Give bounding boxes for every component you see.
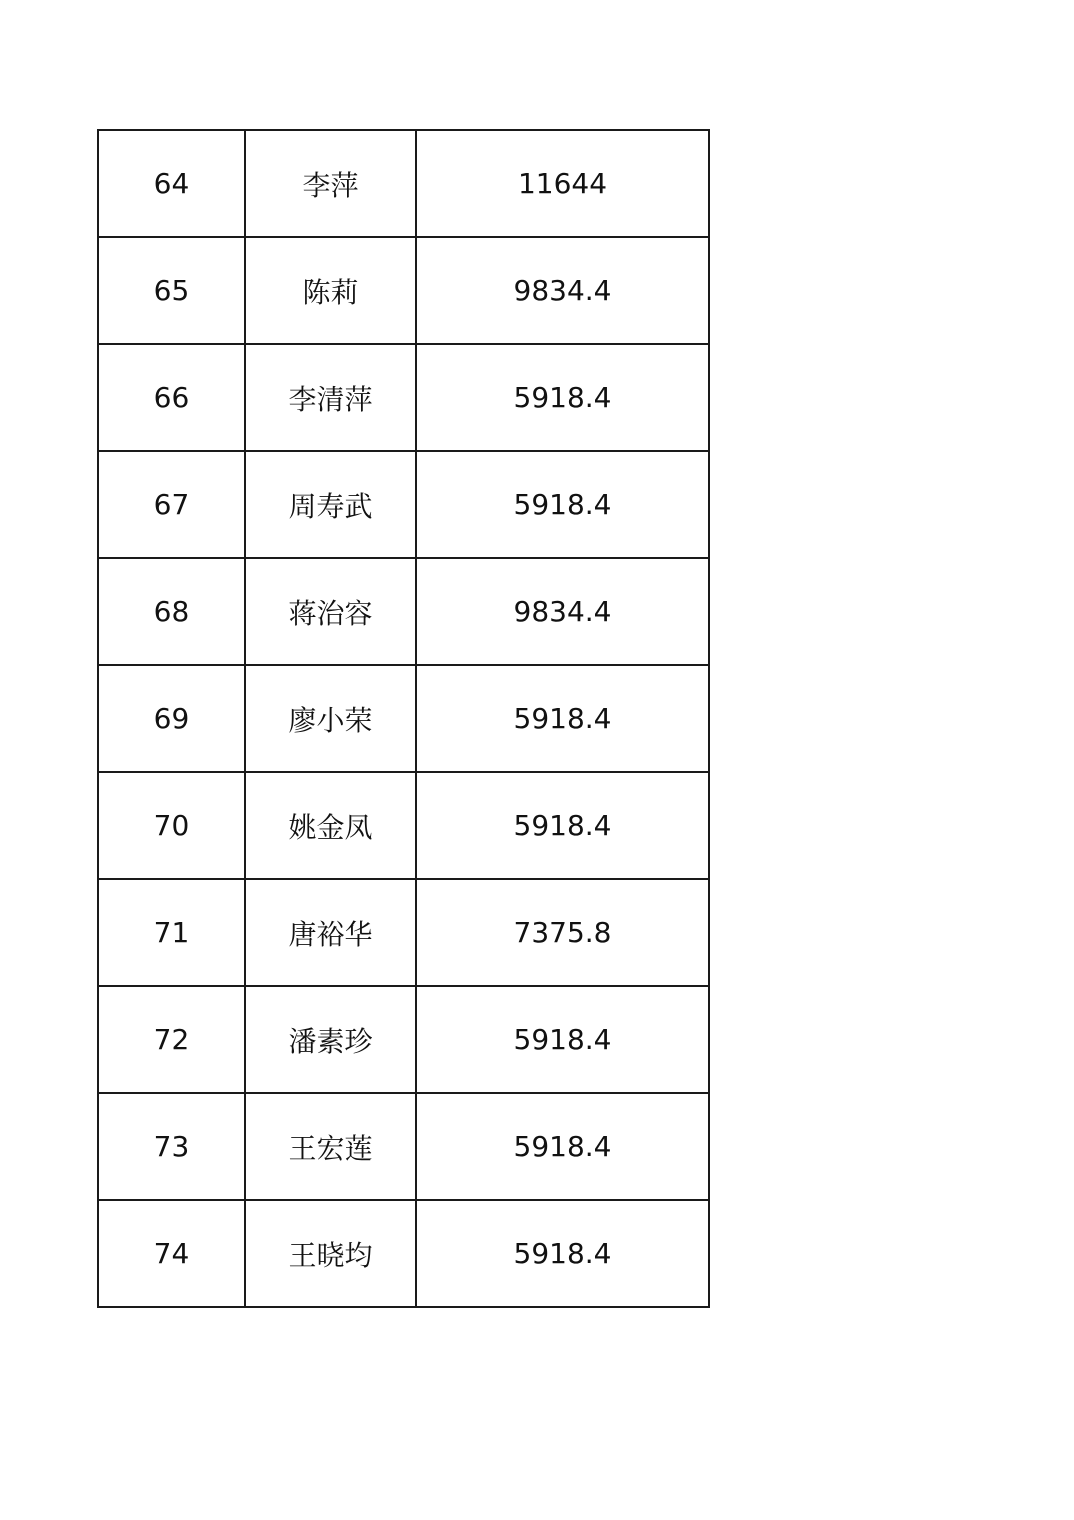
amount-cell: 5918.4 [416, 1093, 709, 1200]
table-row [98, 1200, 709, 1307]
table-row [98, 451, 709, 558]
index-cell: 70 [98, 772, 245, 879]
table-row [98, 665, 709, 772]
name-cell: 王宏莲 [245, 1093, 416, 1200]
table-row [98, 772, 709, 879]
amount-cell: 7375.8 [416, 879, 709, 986]
name-cell: 廖小荣 [245, 665, 416, 772]
amount-cell: 9834.4 [416, 558, 709, 665]
name-cell: 李清萍 [245, 344, 416, 451]
amount-cell: 11644 [416, 130, 709, 237]
table-row [98, 344, 709, 451]
name-cell: 李萍 [245, 130, 416, 237]
amount-cell: 5918.4 [416, 986, 709, 1093]
name-cell: 蒋治容 [245, 558, 416, 665]
table-body [98, 130, 709, 1307]
name-cell: 唐裕华 [245, 879, 416, 986]
table-row [98, 986, 709, 1093]
name-cell: 王晓均 [245, 1200, 416, 1307]
table-row [98, 130, 709, 237]
data-table [97, 129, 710, 1308]
index-cell: 69 [98, 665, 245, 772]
index-cell: 73 [98, 1093, 245, 1200]
table-row [98, 1093, 709, 1200]
table-row [98, 879, 709, 986]
name-cell: 周寿武 [245, 451, 416, 558]
amount-cell: 5918.4 [416, 1200, 709, 1307]
name-cell: 姚金凤 [245, 772, 416, 879]
index-cell: 66 [98, 344, 245, 451]
amount-cell: 9834.4 [416, 237, 709, 344]
index-cell: 67 [98, 451, 245, 558]
index-cell: 71 [98, 879, 245, 986]
index-cell: 64 [98, 130, 245, 237]
name-cell: 潘素珍 [245, 986, 416, 1093]
amount-cell: 5918.4 [416, 344, 709, 451]
amount-cell: 5918.4 [416, 451, 709, 558]
index-cell: 65 [98, 237, 245, 344]
amount-cell: 5918.4 [416, 665, 709, 772]
index-cell: 72 [98, 986, 245, 1093]
index-cell: 74 [98, 1200, 245, 1307]
table-row [98, 237, 709, 344]
amount-cell: 5918.4 [416, 772, 709, 879]
table-row [98, 558, 709, 665]
name-cell: 陈莉 [245, 237, 416, 344]
index-cell: 68 [98, 558, 245, 665]
